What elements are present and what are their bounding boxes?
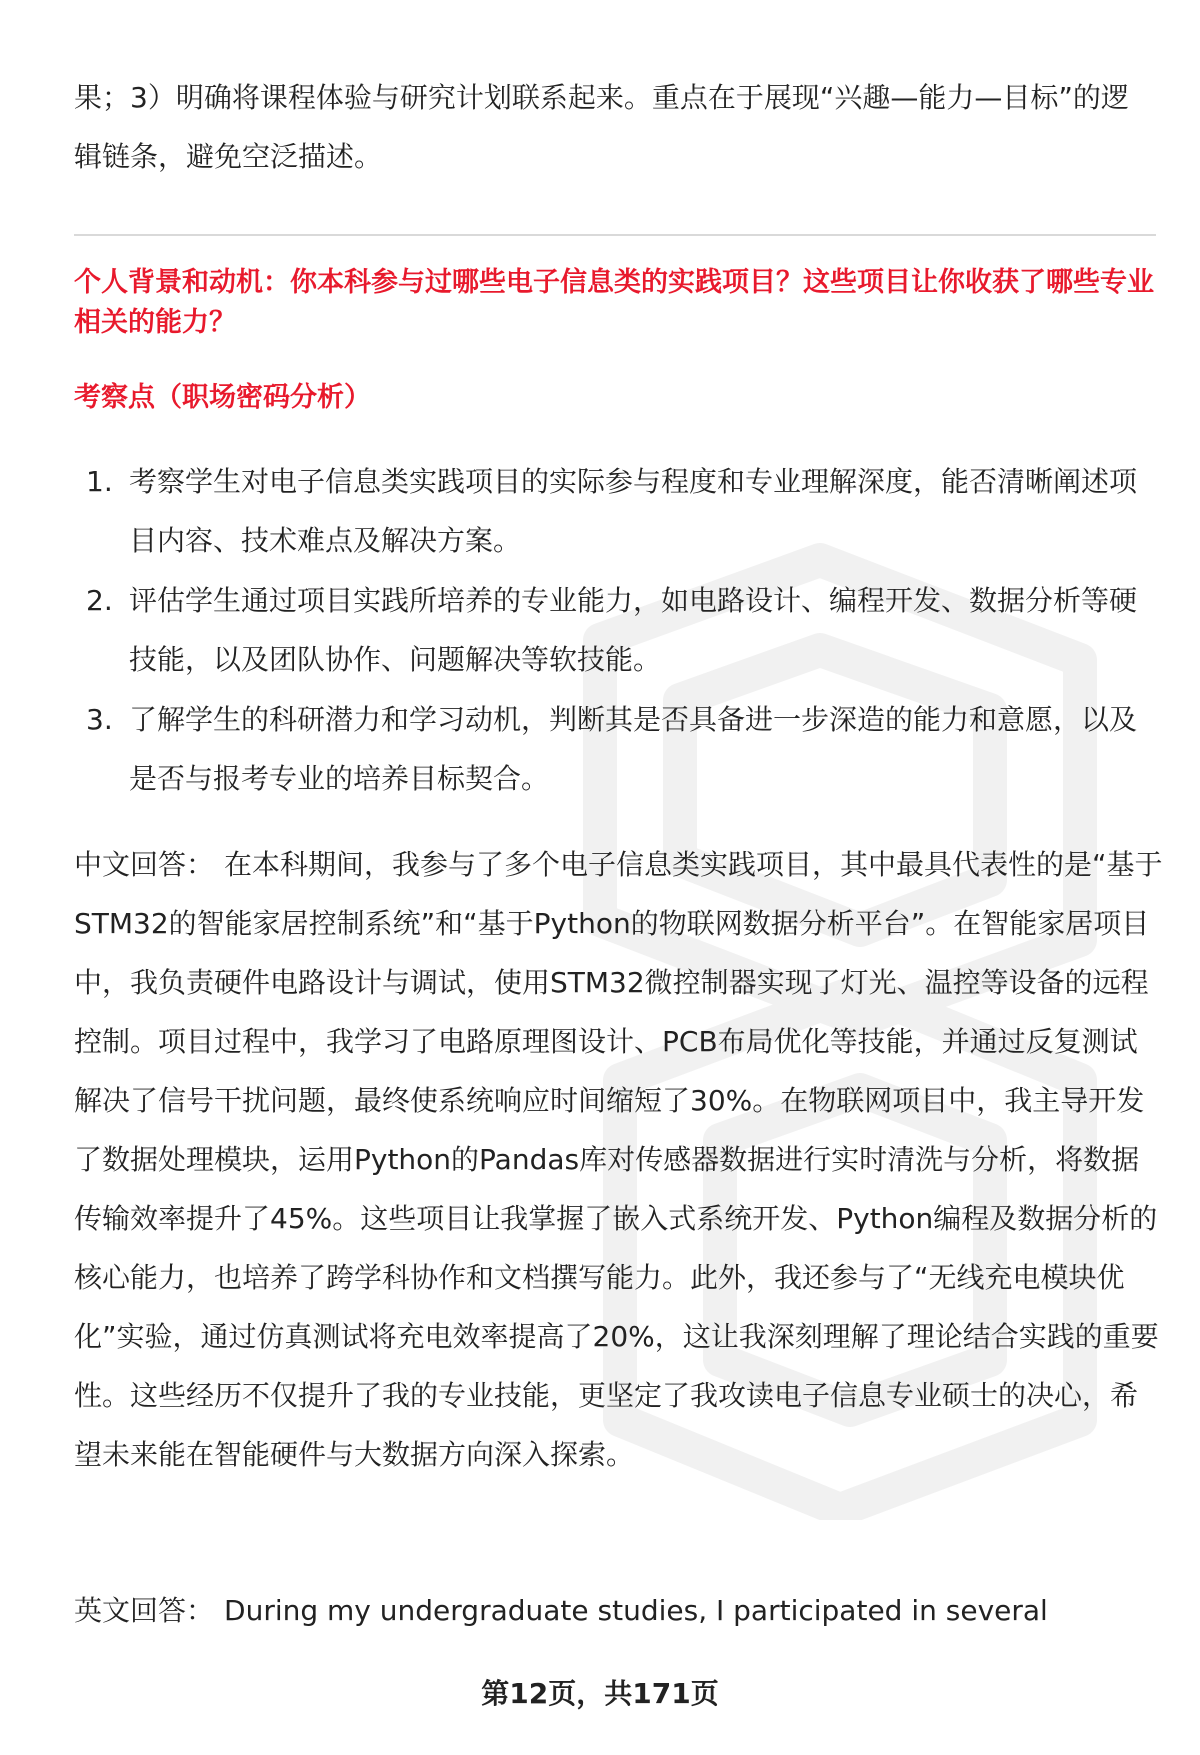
english-answer: [74, 1581, 1164, 1640]
page-number-footer: 第12页，共171页: [481, 1677, 719, 1710]
question-heading: 个人背景和动机：你本科参与过哪些电子信息类的实践项目？这些项目让你收获了哪些专业相关的能力？: [74, 267, 1154, 338]
list-item: [74, 690, 1154, 808]
english-answer-label: 英文回答：: [74, 1594, 215, 1627]
assessment-points-title: 考察点（职场密码分析）: [74, 382, 371, 413]
chinese-answer-text: 在本科期间，我参与了多个电子信息类实践项目，其中最具代表性的是“基于STM32的智能家居控制系统”和“基于Python的物联网数据分析平台”。在智能家居项目中，我负责硬件电路设计与调试，使用STM32微控制器实现了灯光、温控等设备的远程控制。项目过程中，我学习了电路原理图设计、PCB布局优化等技能，并通过反复测试解决了信号干扰问题，最终使系统响应时间缩短了30%。在物联网项目中，我主导开发了数据处理模块，运用Python的Pandas库对传感器数据进行实时清洗与分析，将数据传输效率提升了45%。这些项目让我掌握了嵌入式系统开发、Python编程及数据分析的核心能力，也培养了跨学科协作和文档撰写能力。此外，我还参与了“无线充电模块优化”实验，通过仿真测试将充电效率提高了20%，这让我深刻理解了理论结合实践的重要性。这些经历不仅提升了我的专业技能，更坚定了我攻读电子信息专业硕士的决心，希望未来能在智能硬件与大数据方向深入探索。: [74, 848, 1163, 1471]
list-item-text: 考察学生对电子信息类实践项目的实际参与程度和专业理解深度，能否清晰阐述项目内容、技术难点及解决方案。: [129, 465, 1138, 557]
section-divider: [74, 234, 1156, 236]
intro-paragraph: 果；3）明确将课程体验与研究计划联系起来。重点在于展现“兴趣—能力—目标”的逻辑链条，避免空泛描述。: [74, 81, 1129, 173]
list-item: [74, 452, 1154, 570]
list-item-number: 1.: [86, 465, 113, 498]
assessment-points-list: [74, 452, 1154, 809]
list-item-text: 评估学生通过项目实践所培养的专业能力，如电路设计、编程开发、数据分析等硬技能，以及团队协作、问题解决等软技能。: [129, 584, 1138, 676]
chinese-answer-label: 中文回答：: [74, 848, 215, 881]
chinese-answer: [74, 835, 1164, 1484]
list-item-text: 了解学生的科研潜力和学习动机，判断其是否具备进一步深造的能力和意愿，以及是否与报考专业的培养目标契合。: [129, 703, 1138, 795]
list-item: [74, 571, 1154, 689]
list-item-number: 2.: [86, 584, 113, 617]
english-answer-text: During my undergraduate studies, I participated in several: [224, 1594, 1048, 1627]
list-item-number: 3.: [86, 703, 113, 736]
